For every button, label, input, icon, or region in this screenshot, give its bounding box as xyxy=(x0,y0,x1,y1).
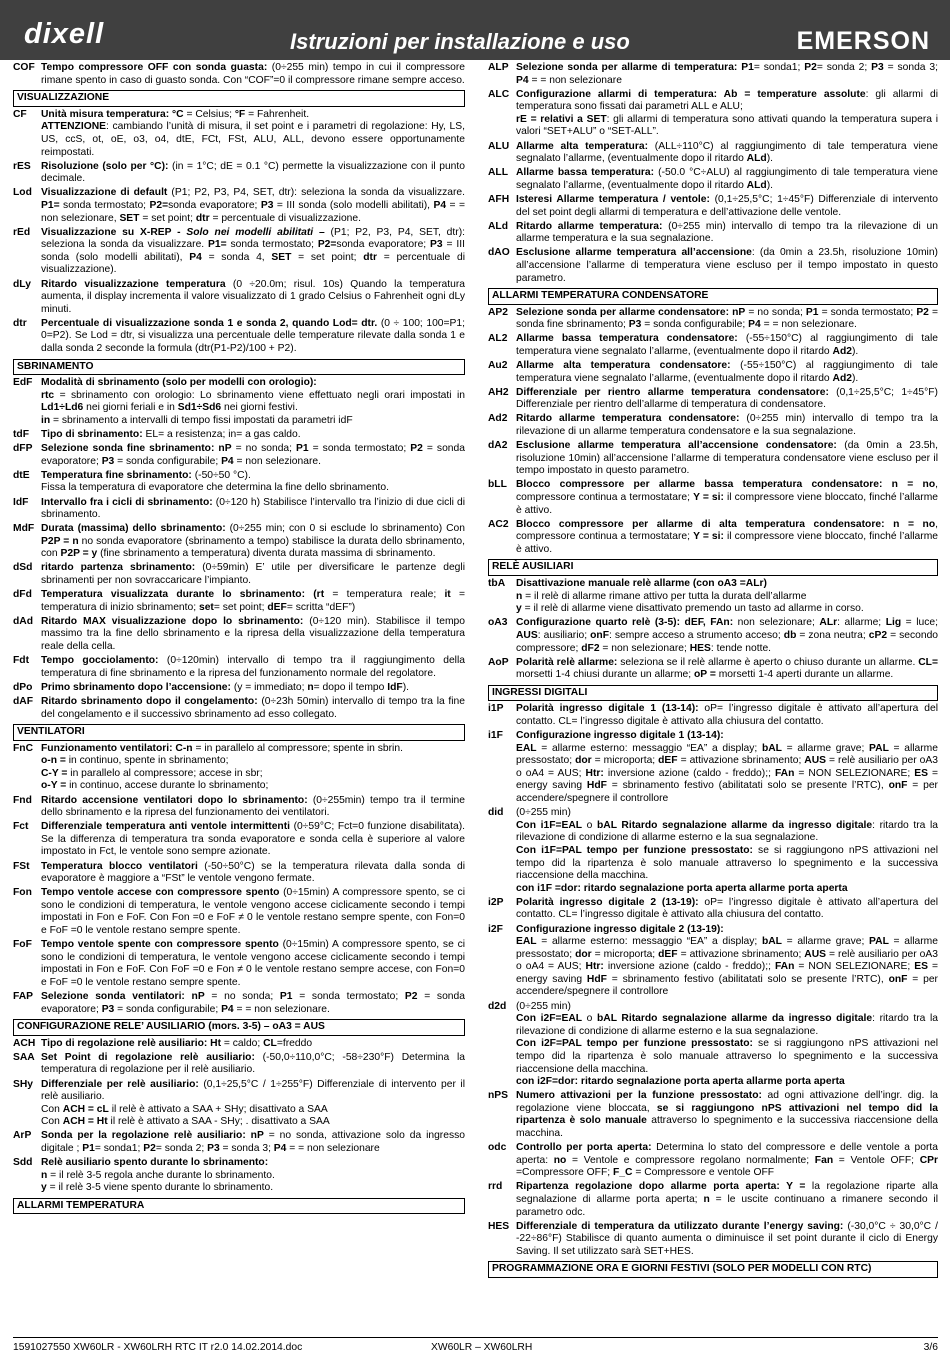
parameter-code: Fdt xyxy=(13,655,30,667)
section-heading: INGRESSI DIGITALI xyxy=(488,685,938,702)
right-column xyxy=(488,62,938,1280)
parameter-code: AH2 xyxy=(488,386,509,398)
parameter-entry xyxy=(488,1090,938,1140)
parameter-code: d2d xyxy=(488,1000,507,1012)
parameter-description: Durata (massima) dello sbrinamento: (0÷255 min; con 0 si esclude lo sbrinamento) Con P2P = n no sonda evaporatore (sbrinamento a tempo) stabilisce la durata dello sbrinamento, con P2P = y (fine sbrinamento a temperatura) diventa durata massima di sbrinamento. xyxy=(41,523,465,560)
parameter-code: Lod xyxy=(13,187,32,199)
parameter-description: Differenziale per rientro allarme temperatura condensatore: (0,1÷25,5°C; 1÷45°F) Differenziale per rientro dell’allarme di temperatura di condensatore. xyxy=(516,386,938,411)
parameter-description: Polarità relè allarme: seleziona se il relè allarme è aperto o chiuso durante un allarme. CL= morsetti 1-4 chiusi durante un allarme; oP = morsetti 1-4 aperti durante un allarme. xyxy=(516,656,938,681)
parameter-code: Fon xyxy=(13,887,32,899)
parameter-entry xyxy=(488,1181,938,1219)
parameter-description: Unità misura temperatura: °C = Celsius; °F = Fahrenheit. ATTENZIONE: cambiando l’unità di misura, il set point e i parametri di regolazione: Hy, LS, US, ccS, ot, oE, o3, o4, dtE, FCt, FSt, ALU, ALL, devono essere opportunamente reimpostati. xyxy=(41,108,465,158)
section-heading: VENTILATORI xyxy=(13,724,465,741)
section-heading: ALLARMI TEMPERATURA CONDENSATORE xyxy=(488,288,938,305)
parameter-code: i1F xyxy=(488,730,503,742)
emerson-logo: EMERSON xyxy=(796,27,930,55)
parameter-entry xyxy=(13,523,465,561)
parameter-code: AL2 xyxy=(488,333,508,345)
parameter-entry xyxy=(488,387,938,412)
parameter-description: Tempo gocciolamento: (0÷120min) intervallo di tempo tra il raggiungimento della temperatura di fine sbrinamento e la ripresa del funzionamento normale del regolatore. xyxy=(41,655,465,679)
parameter-code: IdF xyxy=(13,496,29,508)
parameter-description: Funzionamento ventilatori: C-n = in parallelo al compressore; spente in sbrin. o-n = in continuo, spente in sbrinamento; C-Y = in parallelo al compressore; accese in sbr; o-Y = in continuo, accese durante lo sbrinamento; xyxy=(41,742,403,792)
parameter-description: Selezione sonda per allarme di temperatura: P1= sonda1; P2= sonda 2; P3 = sonda 3; P4 = = non selezionare xyxy=(516,62,938,86)
parameter-description: Differenziale di temperatura da utilizzato durante l’energy saving: (-30,0°C ÷ 30,0°C / -22÷86°F) Stabilisce di quanto aumenta o diminuisce il set point durante il ciclo di Energy Saving. Il set utilizzato sarà SET+HES. xyxy=(516,1220,938,1257)
parameter-description: Modalità di sbrinamento (solo per modelli con orologio): rtc = sbrinamento con orologio: Lo sbrinamento viene effettuato negli orari impostati in Ld1÷Ld6 nei giorni feriali e in Sd1÷Sd6 nei giorni festivi. in = sbrinamento a intervalli di tempo fissi impostati da parametri idF xyxy=(41,377,465,426)
parameter-code: dFd xyxy=(13,589,32,601)
parameter-entry xyxy=(488,519,938,557)
parameter-description: Visualizzazione su X-REP - Solo nei modelli abilitati – (P1; P2, P3, P4, SET, dtr): seleziona la sonda da visualizzare. P1= sonda termostato; P2=sonda evaporatore; P3 = III sonda (solo modelli abilitati), P4 = sonda 4, SET = set point; dtr = percentuale di visualizzazione). xyxy=(41,226,465,276)
parameter-entry xyxy=(488,194,938,219)
parameter-code: dSd xyxy=(13,562,33,574)
parameter-description: Configurazione ingresso digitale 2 (13-19): EAL = allarme esterno: messaggio “EA” a display; bAL = allarme grave; PAL = allarme pressostato; dor = microporta; dEF = attivazione sbrinamento; AUS = relè ausiliario per oA3 o oA4 = AUS; Htr: inversione azione (caldo - freddo);; FAn = NON SELEZIONARE; ES = energy saving HdF = sbrinamento festivo (abilitatati solo se presente l’RTC), onF = per accendere/spegnere il controllore xyxy=(516,923,939,998)
parameter-entry xyxy=(13,682,465,695)
parameter-code: dtr xyxy=(13,317,27,329)
parameter-description: Selezione sonda per allarme condensatore: nP = no sonda; P1 = sonda termostato; P2 = sonda fine sbrinamento; P3 = sonda configurabile; P4 = = non selezionare. xyxy=(516,306,938,331)
parameter-entry xyxy=(13,279,465,317)
parameter-entry xyxy=(488,578,938,616)
parameter-code: Au2 xyxy=(488,360,508,372)
parameter-code: nPS xyxy=(488,1090,509,1102)
parameter-code: FAP xyxy=(13,990,34,1002)
parameter-entry xyxy=(13,939,465,989)
parameter-description: Set Point di regolazione relè ausiliario: (-50,0÷110,0°C; -58÷230°F) Determina la temperatura di regolazione per il relè ausiliario. xyxy=(41,1051,465,1076)
parameter-description: Selezione sonda fine sbrinamento: nP = no sonda; P1 = sonda termostato; P2 = sonda evaporatore; P3 = sonda configurabile; P4 = non selezionare. xyxy=(41,443,465,467)
footer-filename: 1591027550 XW60LR - XW60LRH RTC IT r2.0 14.02.2014.doc xyxy=(13,1342,303,1353)
parameter-entry xyxy=(13,696,465,721)
parameter-code: tbA xyxy=(488,578,506,590)
parameter-code: FnC xyxy=(13,742,34,754)
parameter-description: Isteresi Allarme temperatura / ventole: (0,1÷25,5°C; 1÷45°F) Differenziale di intervento del set point degli allarmi di temperatura e dell’attivazione delle ventole. xyxy=(516,193,938,218)
parameter-entry xyxy=(13,589,465,614)
parameter-entry xyxy=(488,1142,938,1180)
parameter-description: Ritardo accensione ventilatori dopo lo sbrinamento: (0÷255min) tempo tra il termine dello sbrinamento e la ripresa del funzionamento dei ventilatori. xyxy=(41,794,465,819)
parameter-entry xyxy=(488,479,938,517)
parameter-entry xyxy=(488,440,938,478)
parameter-code: i1P xyxy=(488,703,504,715)
parameter-code: Sdd xyxy=(13,1157,33,1169)
parameter-entry xyxy=(13,497,465,522)
parameter-entry xyxy=(488,221,938,246)
parameter-code: bLL xyxy=(488,479,507,491)
parameter-description: Sonda per la regolazione relè ausiliario: nP = no sonda, attivazione solo da ingresso digitale ; P1= sonda1; P2= sonda 2; P3 = sonda 3; P4 = = non selezionare xyxy=(41,1130,465,1154)
footer-model: XW60LR – XW60LRH xyxy=(431,1342,533,1353)
parameter-code: dAd xyxy=(13,615,34,627)
parameter-entry xyxy=(13,562,465,587)
parameter-code: rES xyxy=(13,160,31,172)
parameter-description: Temperatura visualizzata durante lo sbrinamento: (rt = temperatura reale; it = temperatura di inizio sbrinamento; set= set point; dEF= scritta “dEF”) xyxy=(41,589,466,613)
parameter-entry xyxy=(13,655,465,680)
section-heading: CONFIGURAZIONE RELE’ AUSILIARIO (mors. 3-5) – oA3 = AUS xyxy=(13,1019,465,1036)
parameter-description: Ritardo allarme temperatura condensatore: (0÷255 min) intervallo di tempo tra la rilevazione di un allarme temperatura condensatore e la sua segnalazione. xyxy=(516,413,938,438)
parameter-entry xyxy=(488,141,938,166)
parameter-code: MdF xyxy=(13,523,35,535)
parameter-code: dAF xyxy=(13,695,34,707)
parameter-entry xyxy=(13,1052,465,1077)
parameter-code: dtE xyxy=(13,469,30,481)
parameter-code: EdF xyxy=(13,377,33,389)
parameter-entry xyxy=(13,1038,465,1051)
parameter-code: did xyxy=(488,807,504,819)
parameter-entry xyxy=(488,897,938,922)
section-heading: SBRINAMENTO xyxy=(13,359,465,376)
parameter-description: Esclusione allarme temperatura all’accensione: (da 0min a 23.5h, risoluzione 10min) all’accensione l’allarme di temperatura viene escluso per il tempo impostato in questo parametro. xyxy=(516,247,938,284)
parameter-description: Allarme bassa temperatura: (-50.0 °C÷ALU) al raggiungimento di tale temperatura viene segnalato l’allarme, (eventualmente dopo il ritardo ALd). xyxy=(516,167,938,191)
parameter-code: FSt xyxy=(13,860,30,872)
parameter-code: dPo xyxy=(13,681,33,693)
page-footer xyxy=(13,1337,938,1353)
parameter-description: Risoluzione (solo per °C): (in = 1°C; dE = 0.1 °C) permette la visualizzazione con il punto decimale. xyxy=(41,160,465,185)
parameter-description: Ritardo visualizzazione temperatura (0 ÷20.0m; risul. 10s) Quando la temperatura aumenta, il display incrementa il valore visualizzato di 1 grado Celsius o Fahrenheit ogni dLy minuti. xyxy=(41,278,465,315)
parameter-description: Polarità ingresso digitale 2 (13-19): oP= l’ingresso digitale è attivato all’apertura del contatto. CL= l’ingresso digitale è attivato alla chiusura del contatto. xyxy=(516,896,938,921)
parameter-description: (0÷255 min) Con i1F=EAL o bAL Ritardo segnalazione allarme da ingresso digitale: ritardo tra la rilevazione di condizione di allarme esterno e la sua segnalazione. Con i1F=PAL tempo per funzione pressostato: se si raggiungono nPS attivazioni nel tempo did la ripartenza è solo manuale attraverso lo spegnimento e la successiva riaccensione della macchina. con i1F =dor: ritardo segnalazione porta aperta allarme porta aperta xyxy=(516,807,938,894)
parameter-description: Blocco compressore per allarme bassa temperatura condensatore: n = no, compressore continua a termostatare; Y = si: il compressore viene bloccato, finché l’allarme è attivo. xyxy=(516,479,939,516)
section-heading: ALLARMI TEMPERATURA xyxy=(13,1198,465,1215)
section-heading: PROGRAMMAZIONE ORA E GIORNI FESTIVI (SOLO PER MODELLI CON RTC) xyxy=(488,1261,938,1278)
parameter-description: Tipo di sbrinamento: EL= a resistenza; in= a gas caldo. xyxy=(41,429,301,441)
parameter-entry xyxy=(13,616,465,654)
parameter-description: Polarità ingresso digitale 1 (13-14): oP= l’ingresso digitale è attivato all’apertura del contatto. CL= l’ingresso digitale è attivato alla chiusura del contatto. xyxy=(516,703,938,727)
parameter-description: Ritardo sbrinamento dopo il congelamento: (0÷23h 50min) intervallo di tempo tra la fine del congelamento e il successivo sbrinamento ad esso collegato. xyxy=(41,695,465,720)
parameter-code: dFP xyxy=(13,443,33,455)
parameter-entry xyxy=(13,795,465,820)
parameter-code: i2F xyxy=(488,923,503,935)
parameter-code: dAO xyxy=(488,247,510,259)
parameter-description: Primo sbrinamento dopo l’accensione: (y = immediato; n= dopo il tempo IdF). xyxy=(41,681,409,693)
section-heading: VISUALIZZAZIONE xyxy=(13,90,465,107)
parameter-code: oA3 xyxy=(488,617,508,629)
parameter-entry xyxy=(488,167,938,192)
parameter-code: ALP xyxy=(488,62,509,73)
parameter-entry xyxy=(488,807,938,895)
parameter-entry xyxy=(488,924,938,1000)
parameter-code: rEd xyxy=(13,226,31,238)
parameter-description: Differenziale per relè ausiliario: (0,1÷25,5°C / 1÷255°F) Differenziale di intervento per il relè ausiliario. Con ACH = cL il relè è attivato a SAA + SHy; disattivato a SAA Con ACH = Ht il relè è attivato a SAA - SHy; . disattivato a SAA xyxy=(41,1078,465,1128)
parameter-entry xyxy=(13,318,465,356)
parameter-code: ArP xyxy=(13,1130,32,1142)
parameter-code: CF xyxy=(13,108,27,120)
parameter-code: Fnd xyxy=(13,794,32,806)
parameter-description: ritardo partenza sbrinamento: (0÷59min) E’ utile per diversificare le partenze degli sbrinamenti per non sovraccaricare l’impianto. xyxy=(41,562,465,587)
parameter-entry xyxy=(13,470,465,495)
section-heading: RELÈ AUSILIARI xyxy=(488,559,938,576)
parameter-description: Selezione sonda ventilatori: nP = no sonda; P1 = sonda termostato; P2 = sonda evaporatore; P3 = sonda configurabile; P4 = = non selezionare. xyxy=(41,990,465,1015)
dixell-logo: dixell xyxy=(24,18,105,50)
parameter-entry xyxy=(13,1157,465,1195)
parameter-entry xyxy=(488,247,938,285)
left-column xyxy=(13,62,465,1216)
parameter-code: ALU xyxy=(488,140,510,152)
page-header xyxy=(0,0,950,60)
parameter-entry xyxy=(488,730,938,806)
parameter-entry xyxy=(13,377,465,427)
parameter-entry xyxy=(488,333,938,358)
parameter-description: Temperatura fine sbrinamento: (-50÷50 °C). Fissa la temperatura di evaporatore che determina la fine dello sbrinamento. xyxy=(41,469,389,494)
parameter-entry xyxy=(13,1079,465,1129)
parameter-code: Fct xyxy=(13,821,29,833)
parameter-entry xyxy=(488,89,938,139)
parameter-entry xyxy=(13,187,465,225)
parameter-description: Differenziale temperatura anti ventole intermittenti (0÷59°C; Fct=0 funzione disabilitata). Se la differenza di temperatura tra sonda evaporatore e sonda cella è superiore al valore impostato in Fct, le ventole sono sempre azionate. xyxy=(41,821,465,858)
parameter-description: Numero attivazioni per la funzione pressostato: ad ogni attivazione dell’ingr. dig. la regolazione viene bloccata, se si raggiungono nPS attivazioni nel tempo did la ripartenza è solo manuale attraverso lo spegnimento e la successiva riaccensione della macchina. xyxy=(516,1090,939,1139)
parameter-entry xyxy=(488,413,938,438)
parameter-entry xyxy=(488,307,938,332)
parameter-code: i2P xyxy=(488,896,504,908)
parameter-description: Disattivazione manuale relè allarme (con oA3 =ALr) n = il relè di allarme rimane attivo per tutta la durata dell’allarme y = il relè di allarme viene disattivato premendo un tasto ad allarme in corso. xyxy=(516,578,864,615)
parameter-description: Tempo ventole accese con compressore spento (0÷15min) A compressore spento, se ci sono le condizioni di temperatura, le ventole vengono accese ciclicamente secondo i tempi impostati in Fon e FoF. Con Fon =0 e FoF ≠ 0 le ventole restano sempre spente, con Fon=0 e FoF =0 le ventole restano sempre spente. xyxy=(41,887,465,936)
parameter-entry xyxy=(13,743,465,793)
parameter-code: FoF xyxy=(13,939,32,951)
parameter-entry xyxy=(13,62,465,87)
parameter-entry xyxy=(488,360,938,385)
parameter-description: Visualizzazione di default (P1; P2, P3, P4, SET, dtr): seleziona la sonda da visualizzare. P1= sonda termostato; P2=sonda evaporatore; P3 = III sonda (solo modelli abilitati), P4 = = non selezionare, SET = set point; dtr = percentuale di visualizzazione. xyxy=(41,187,465,224)
parameter-description: Configurazione quarto relè (3-5): dEF, FAn: non selezionare; ALr: allarme; Lig = luce; AUS: ausiliario; onF: sempre acceso a strumento acceso; db = zona neutra; cP2 = secondo compressore; dF2 = non selezionare; HES: tende notte. xyxy=(516,617,939,654)
parameter-code: AP2 xyxy=(488,306,509,318)
parameter-entry xyxy=(13,227,465,277)
parameter-entry xyxy=(13,991,465,1016)
parameter-code: HES xyxy=(488,1220,510,1232)
parameter-code: dLy xyxy=(13,278,31,290)
parameter-description: Percentuale di visualizzazione sonda 1 e sonda 2, quando Lod= dtr. (0 ÷ 100; 100=P1; 0=P2). Se Lod = dtr, si visualizza una percentuale delle temperature rilevate dalla sonda 1 e dalla sonda 2 seconde la formula (dtr(P1-P2)/100 + P2). xyxy=(41,317,465,354)
parameter-description: Ripartenza regolazione dopo allarme porta aperta: Y = la regolazione riparte alla segnalazione di allarme porta aperta; n = le uscite continuano a rimanere secondo il parametro odc. xyxy=(516,1181,939,1218)
parameter-entry xyxy=(488,617,938,655)
parameter-code: odc xyxy=(488,1142,507,1154)
parameter-entry xyxy=(13,443,465,468)
parameter-description: Tempo compressore OFF con sonda guasta: (0÷255 min) tempo in cui il compressore rimane spento in caso di guasto sonda. Con “COF”=0 il compressore rimane sempre acceso. xyxy=(41,62,465,86)
parameter-entry xyxy=(13,429,465,442)
parameter-entry xyxy=(488,703,938,728)
parameter-entry xyxy=(13,1130,465,1155)
parameter-entry xyxy=(488,62,938,87)
parameter-entry xyxy=(13,109,465,159)
parameter-entry xyxy=(488,1221,938,1259)
parameter-code: AFH xyxy=(488,193,510,205)
parameter-entry xyxy=(13,161,465,186)
parameter-description: Ritardo MAX visualizzazione dopo lo sbrinamento: (0÷120 min). Stabilisce il tempo massimo tra la fine dello sbrinamento e la ripresa della visualizzazione della temperatura reale della cella. xyxy=(41,615,465,653)
parameter-description: Temperatura blocco ventilatori (-50÷50°C) se la temperatura rilevata dalla sonda di evaporatore è maggiore a “FSt” le ventole vengono fermate. xyxy=(41,860,465,885)
parameter-code: AoP xyxy=(488,656,509,668)
parameter-entry xyxy=(13,821,465,859)
parameter-description: Allarme alta temperatura: (ALL÷110°C) al raggiungimento di tale temperatura viene segnalato l’allarme, (eventualmente dopo il ritardo ALd). xyxy=(516,140,938,165)
parameter-code: ACH xyxy=(13,1037,36,1049)
parameter-code: ALC xyxy=(488,88,510,100)
parameter-entry xyxy=(13,887,465,937)
parameter-description: Allarme bassa temperatura condensatore: (-55÷150°C) al raggiungimento di tale temperatura viene segnalato l’allarme, (eventualmente dopo il ritardo Ad2). xyxy=(516,333,939,357)
parameter-description: Tempo ventole spente con compressore spento (0÷15min) A compressore spento, se ci sono le condizioni di temperatura, le ventole vengono accese ciclicamente secondo i tempi impostati in Fon e FoF. Con FoF =0 e Fon ≠ 0 le ventole restano sempre accese, con Fon=0 e FoF =0 le ventole restano sempre spente. xyxy=(41,939,466,988)
parameter-code: AC2 xyxy=(488,518,509,530)
parameter-description: Configurazione ingresso digitale 1 (13-14): EAL = allarme esterno: messaggio “EA” a display; bAL = allarme grave; PAL = allarme pressostato; dor = microporta; dEF = attivazione sbrinamento; AUS = relè ausiliario per oA3 o oA4 = AUS; Htr: inversione azione (caldo - freddo);; FAn = NON SELEZIONARE; ES = energy saving HdF = sbrinamento festivo (abilitatati solo se presente l’RTC), onF = per accendere/spegnere il controllore xyxy=(516,730,939,805)
parameter-code: tdF xyxy=(13,429,30,441)
parameter-description: Relè ausiliario spento durante lo sbrinamento: n = il relè 3-5 regola anche durante lo sbrinamento. y = il relè 3-5 viene spento durante lo sbrinamento. xyxy=(41,1157,275,1194)
footer-page-number: 3/6 xyxy=(923,1342,938,1353)
parameter-code: COF xyxy=(13,62,35,73)
parameter-code: rrd xyxy=(488,1181,503,1193)
parameter-code: ALL xyxy=(488,167,509,179)
parameter-description: Ritardo allarme temperatura: (0÷255 min) intervallo di tempo tra la rilevazione di un allarme temperatura e la sua segnalazione. xyxy=(516,220,938,245)
parameter-description: (0÷255 min) Con i2F=EAL o bAL Ritardo segnalazione allarme da ingresso digitale: ritardo tra la rilevazione di condizione di allarme esterno e la sua segnalazione. Con i2F=PAL tempo per funzione pressostato: se si raggiungono nPS attivazioni nel tempo did la ripartenza è solo manuale attraverso lo spegnimento e la successiva riaccensione della macchina. con i2F=dor: ritardo segnalazione porta aperta allarme porta aperta xyxy=(516,1000,938,1088)
parameter-entry xyxy=(488,1001,938,1089)
parameter-description: Blocco compressore per allarme di alta temperatura condensatore: n = no, compressore continua a termostatare; Y = si: il compressore viene bloccato, finché l’allarme è attivo. xyxy=(516,518,939,555)
parameter-description: Controllo per porta aperta: Determina lo stato del compressore e delle ventole a porta aperta: no = Ventole e compressore regolano normalmente; Fan = Ventole OFF; CPr =Compressore OFF; F_C = Compressore e ventole OFF xyxy=(516,1142,938,1179)
parameter-code: SAA xyxy=(13,1051,35,1063)
parameter-description: Tipo di regolazione relè ausiliario: Ht = caldo; CL=freddo xyxy=(41,1037,313,1049)
parameter-description: Esclusione allarme temperatura all’accensione condensatore: (da 0min a 23.5h, risoluzione 10min) all’accensione l’allarme di temperatura condensatore viene escluso per il tempo impostato in questo parametro. xyxy=(516,440,939,477)
parameter-description: Intervallo fra i cicli di sbrinamento: (0÷120 h) Stabilisce l’intervallo tra l’inizio di due cicli di sbrinamento. xyxy=(41,496,466,521)
parameter-code: ALd xyxy=(488,220,509,232)
parameter-entry xyxy=(13,861,465,886)
parameter-code: SHy xyxy=(13,1078,34,1090)
parameter-description: Configurazione allarmi di temperatura: Ab = temperature assolute: gli allarmi di temperatura sono fissati dai parametri ALL e ALU; rE = relativi a SET: gli allarmi di temperatura sono attivati quando la temperatura supera i valori “SET+ALU” o “SET-ALL”. xyxy=(516,88,938,138)
parameter-code: Ad2 xyxy=(488,413,508,425)
parameter-code: dA2 xyxy=(488,440,508,452)
parameter-entry xyxy=(488,657,938,682)
document-title: Istruzioni per installazione e uso xyxy=(290,29,630,54)
parameter-description: Allarme alta temperatura condensatore: (-55÷150°C) al raggiungimento di tale temperatura viene segnalato l’allarme, (eventualmente dopo il ritardo Ad2). xyxy=(516,360,939,384)
